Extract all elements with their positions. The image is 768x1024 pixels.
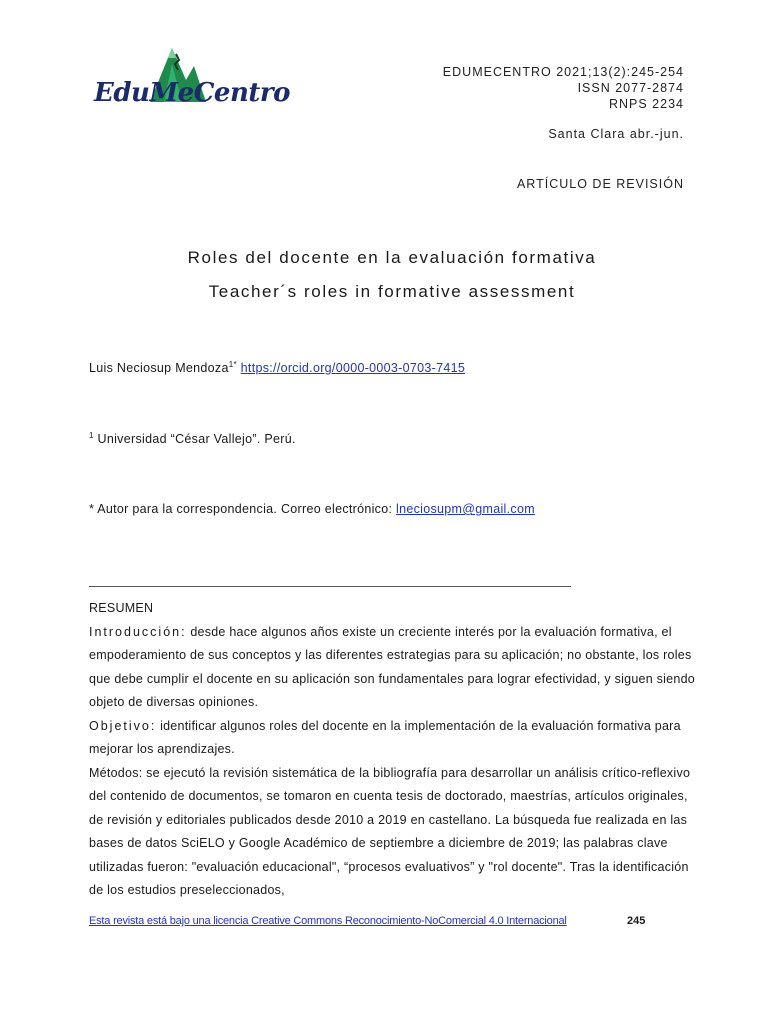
email-link[interactable]: lneciosupm@gmail.com	[396, 502, 535, 516]
journal-logo	[94, 44, 290, 124]
separator-line	[89, 586, 571, 587]
intro-text: desde hace algunos años existe un creciente interés por la evaluación formativa, el empoderamiento de sus conceptos y las diferentes estrategias para su aplicación; no obstante, los roles que debe cumplir el docente en su aplicación son fundamentales para lograr efectividad, y siguen siendo objeto de diversas opiniones.	[89, 624, 695, 709]
abstract-objective	[89, 715, 701, 762]
affiliation-line	[89, 432, 296, 446]
correspondence-line	[89, 502, 535, 516]
affiliation-mark: 1	[89, 430, 94, 440]
abstract	[89, 597, 701, 903]
issn-line: ISSN 2077-2874	[577, 81, 684, 95]
methods-text: se ejecutó la revisión sistemática de la bibliografía para desarrollar un análisis crítico-reflexivo del contenido de documentos, se tomaron en cuenta tesis de doctorado, maestrías, artículos originales, de revisión y editoriales publicados desde 2010 a 2019 en castellano. La búsqueda fue realizada en las bases de datos SciELO y Google Académico de septiembre a diciembre de 2019; las palabras clave utilizadas fueron: "evaluación educacional", “procesos evaluativos” y "rol docente". Tras la identificación de los estudios preseleccionados,	[89, 765, 691, 897]
place-date: Santa Clara abr.-jun.	[548, 127, 684, 141]
article-type: ARTÍCULO DE REVISIÓN	[516, 177, 684, 191]
logo-wordmark: EduMeCentro	[94, 78, 290, 108]
abstract-methods	[89, 762, 701, 903]
orcid-link[interactable]: https://orcid.org/0000-0003-0703-7415	[240, 361, 466, 375]
author-line	[89, 361, 465, 375]
objective-label: Objetivo:	[89, 718, 157, 733]
citation-line: EDUMECENTRO 2021;13(2):245-254	[442, 65, 684, 79]
page-number: 245	[627, 915, 646, 927]
objective-text: identificar algunos roles del docente en la implementación de la evaluación formativa para mejorar los aprendizajes.	[89, 718, 681, 756]
author-marks: 1*	[228, 359, 237, 369]
title-english: Teacher´s roles in formative assessment	[208, 282, 576, 301]
title-spanish: Roles del docente en la evaluación formativa	[187, 248, 597, 267]
affiliation-text: Universidad “César Vallejo”. Perú.	[97, 432, 296, 446]
intro-label: Introducción:	[89, 624, 187, 639]
methods-label: Métodos:	[89, 765, 143, 780]
author-name: Luis Neciosup Mendoza	[89, 361, 229, 375]
license-link[interactable]: Esta revista está bajo una licencia Creative Commons Reconocimiento-NoComercial 4.0 Internacional	[89, 915, 567, 927]
correspondence-text: * Autor para la correspondencia. Correo electrónico:	[89, 502, 393, 516]
abstract-heading: RESUMEN	[89, 601, 154, 615]
abstract-introduction	[89, 621, 701, 715]
rnps-line: RNPS 2234	[608, 97, 684, 111]
